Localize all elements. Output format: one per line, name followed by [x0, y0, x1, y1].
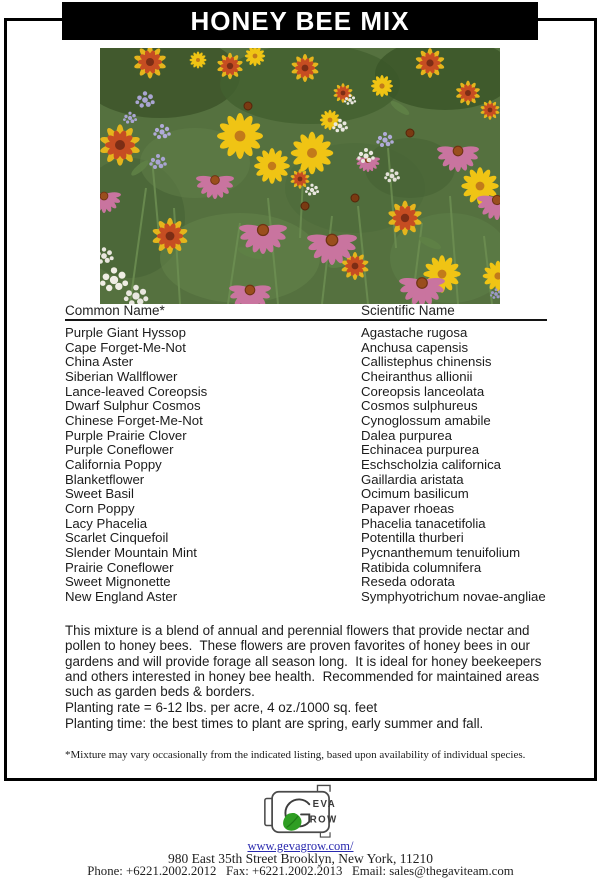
scientific-name-cell: Dalea purpurea	[361, 427, 452, 443]
common-name-cell: Chinese Forget-Me-Not	[65, 412, 203, 428]
logo-text-eva: EVA	[312, 799, 337, 811]
title-bar	[62, 2, 538, 40]
scientific-name-cell: Pycnanthemum tenuifolium	[361, 544, 521, 560]
table-row	[65, 458, 557, 473]
common-name-cell: Sweet Mignonette	[65, 574, 171, 590]
planting-rate: Planting rate = 6-12 lbs. per acre, 4 oz./1000 sq. feet	[65, 700, 378, 715]
planting-info	[65, 700, 483, 731]
table-header-rule	[65, 319, 547, 321]
common-name-cell: Slender Mountain Mint	[65, 544, 197, 560]
table-row	[65, 590, 557, 605]
table-row	[65, 517, 557, 532]
mixture-footnote: *Mixture may vary occasionally from the indicated listing, based upon availability of individual species.	[65, 749, 526, 761]
website-link[interactable]: www.gevagrow.com/	[247, 839, 354, 853]
scientific-name-cell: Cheiranthus allionii	[361, 368, 473, 384]
table-row	[65, 355, 557, 370]
common-name-cell: Blanketflower	[65, 471, 145, 487]
common-name-cell: Corn Poppy	[65, 500, 135, 516]
common-name-cell: Sweet Basil	[65, 486, 134, 502]
common-name-cell: Purple Coneflower	[65, 442, 174, 458]
scientific-name-cell: Agastache rugosa	[361, 325, 468, 340]
planting-time: Planting time: the best times to plant are spring, early summer and fall.	[65, 715, 484, 731]
common-name-cell: China Aster	[65, 354, 134, 370]
page-title: HONEY BEE MIX	[190, 5, 410, 36]
scientific-name-cell: Gaillardia aristata	[361, 471, 464, 487]
common-name-cell: Lance-leaved Coreopsis	[65, 383, 208, 399]
table-row	[65, 370, 557, 385]
table-row	[65, 326, 557, 341]
address-line: 980 East 35th Street Brooklyn, New York, 11210	[168, 851, 433, 866]
table-row	[65, 399, 557, 414]
logo-text-row: ROW	[309, 814, 338, 826]
scientific-name-cell: Cosmos sulphureus	[361, 398, 478, 414]
common-name-cell: Cape Forget-Me-Not	[65, 339, 186, 355]
common-name-cell: New England Aster	[65, 588, 178, 604]
table-row	[65, 341, 557, 356]
table-row	[65, 531, 557, 546]
table-row	[65, 473, 557, 488]
contact-line: Phone: +6221.2002.2012 Fax: +6221.2002.2013 Email: sales@thegaviteam.com	[87, 864, 514, 878]
scientific-name-cell: Cynoglossum amabile	[361, 412, 491, 428]
scientific-name-cell: Papaver rhoeas	[361, 500, 455, 516]
description-paragraph: This mixture is a blend of annual and perennial flowers that provide nectar and pollen to honey bees. These flowers are proven favorites of honey bees in our gardens and will provide forage all season long. It is ideal for honey beekeepers and others interested in honey bee health. Recommended for maintained areas such as garden beds & borders.	[65, 623, 546, 700]
scientific-name-cell: Echinacea purpurea	[361, 442, 480, 458]
table-row	[65, 502, 557, 517]
scientific-name-cell: Ratibida columnifera	[361, 559, 482, 575]
table-row	[65, 487, 557, 502]
common-name-cell: Dwarf Sulphur Cosmos	[65, 398, 201, 414]
table-row	[65, 385, 557, 400]
wildflower-meadow-photo	[100, 48, 500, 304]
scientific-name-cell: Reseda odorata	[361, 574, 455, 590]
common-name-cell: Purple Giant Hyssop	[65, 325, 186, 340]
common-name-cell: Siberian Wallflower	[65, 368, 178, 384]
scientific-name-cell: Symphyotrichum novae-angliae	[361, 588, 546, 604]
species-table-body	[65, 326, 557, 604]
scientific-name-cell: Coreopsis lanceolata	[361, 383, 485, 399]
common-name-cell: Prairie Coneflower	[65, 559, 174, 575]
scientific-name-cell: Potentilla thurberi	[361, 530, 464, 546]
scientific-name-cell: Callistephus chinensis	[361, 354, 492, 370]
common-name-cell: Scarlet Cinquefoil	[65, 530, 169, 546]
table-row	[65, 561, 557, 576]
gevagrow-logo	[261, 784, 345, 840]
logo-top-notch	[317, 785, 330, 791]
scientific-name-cell: Eschscholzia californica	[361, 456, 501, 472]
scientific-name-header: Scientific Name	[361, 303, 455, 318]
scientific-name-cell: Phacelia tanacetifolia	[361, 515, 486, 531]
table-row	[65, 575, 557, 590]
table-row	[65, 546, 557, 561]
table-row	[65, 443, 557, 458]
table-row	[65, 429, 557, 444]
common-name-header: Common Name*	[65, 303, 165, 318]
table-row	[65, 414, 557, 429]
scientific-name-cell: Anchusa capensis	[361, 339, 469, 355]
common-name-cell: California Poppy	[65, 456, 162, 472]
common-name-cell: Lacy Phacelia	[65, 515, 148, 531]
scientific-name-cell: Ocimum basilicum	[361, 486, 469, 502]
common-name-cell: Purple Prairie Clover	[65, 427, 187, 443]
species-table-header	[65, 303, 547, 318]
